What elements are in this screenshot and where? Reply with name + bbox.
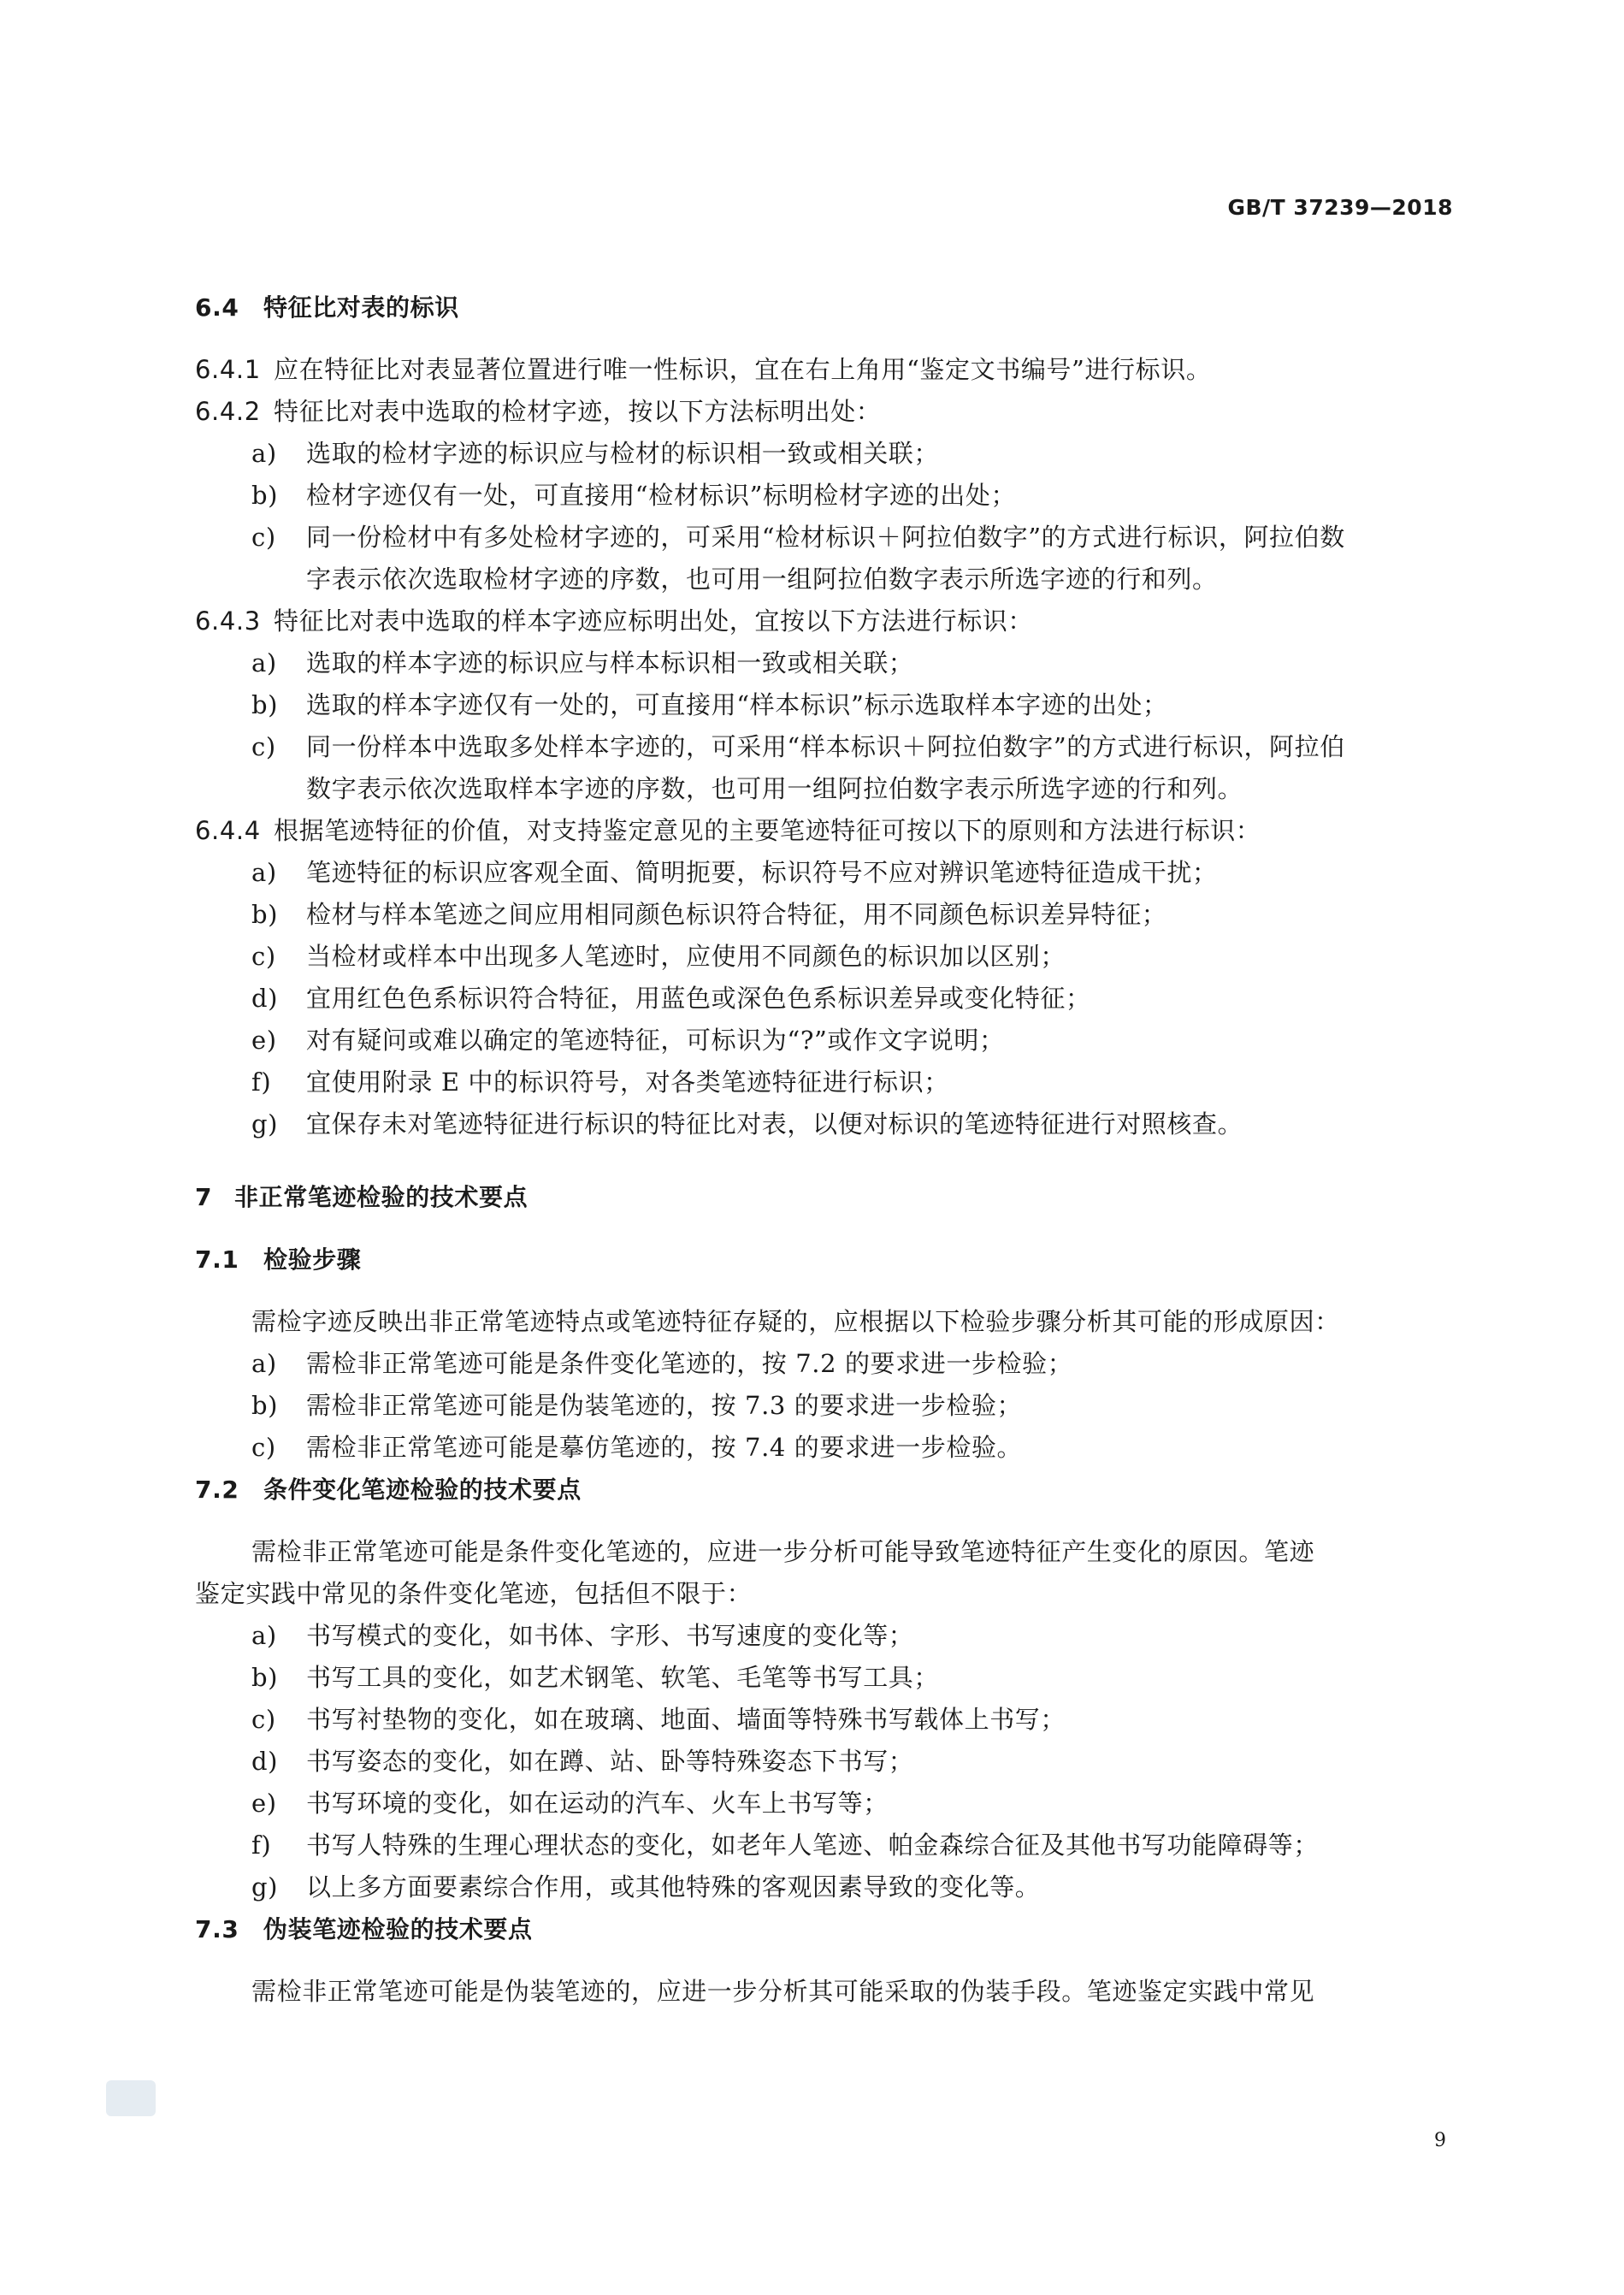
list-item — [195, 1657, 1452, 1699]
list-item — [195, 1062, 1452, 1103]
line-text: 对有疑问或难以确定的笔迹特征，可标识为“?”或作文字说明； — [306, 1026, 1005, 1055]
document-body — [195, 287, 1452, 2013]
item-label: a) — [251, 1349, 277, 1378]
item-label: b) — [251, 690, 279, 719]
line-text: 书写人特殊的生理心理状态的变化，如老年人笔迹、帕金森综合征及其他书写功能障碍等； — [306, 1831, 1320, 1860]
section-heading — [195, 1239, 1452, 1281]
list-item — [195, 726, 1452, 768]
list-item — [195, 433, 1452, 475]
spacer — [195, 1218, 1452, 1239]
list-item — [195, 1615, 1452, 1657]
list-item — [195, 517, 1452, 559]
list-item — [195, 642, 1452, 684]
list-item — [195, 1866, 1452, 1908]
line-text: 选取的检材字迹的标识应与检材的标识相一致或相关联； — [306, 439, 940, 468]
line-text: 书写姿态的变化，如在蹲、站、卧等特殊姿态下书写； — [306, 1747, 914, 1776]
list-item-continuation — [195, 559, 1452, 600]
item-label: c) — [251, 1433, 276, 1462]
list-item — [195, 1825, 1452, 1866]
list-item — [195, 684, 1452, 726]
item-label: b) — [251, 481, 279, 510]
line-text: 检材与样本笔迹之间应用相同颜色标识符合特征，用不同颜色标识差异特征； — [306, 900, 1167, 929]
spacer — [195, 328, 1452, 349]
paragraph — [195, 1301, 1452, 1343]
line-text: 字表示依次选取检材字迹的序数，也可用一组阿拉伯数字表示所选字迹的行和列。 — [306, 565, 1218, 594]
item-label: a) — [251, 439, 277, 468]
section-heading — [195, 287, 1452, 328]
clause — [195, 391, 1452, 433]
line-text: 需检字迹反映出非正常笔迹特点或笔迹特征存疑的，应根据以下检验步骤分析其可能的形成原因： — [251, 1307, 1340, 1336]
item-label: c) — [251, 942, 276, 971]
item-label: a) — [251, 648, 277, 677]
clause-number: 6.4.3 — [195, 606, 261, 636]
line-text: 检验步骤 — [263, 1245, 362, 1274]
line-text: 非正常笔迹检验的技术要点 — [234, 1183, 529, 1211]
chapter-heading — [195, 1176, 1452, 1218]
list-item — [195, 1699, 1452, 1741]
list-item-continuation — [195, 768, 1452, 810]
line-text: 需检非正常笔迹可能是条件变化笔迹的，应进一步分析可能导致笔迹特征产生变化的原因。笔迹 — [251, 1537, 1315, 1566]
list-item — [195, 894, 1452, 936]
item-label: c) — [251, 732, 276, 761]
line-text: 数字表示依次选取样本字迹的序数，也可用一组阿拉伯数字表示所选字迹的行和列。 — [306, 774, 1243, 803]
list-item — [195, 978, 1452, 1020]
line-text: 检材字迹仅有一处，可直接用“检材标识”标明检材字迹的出处； — [306, 481, 1017, 510]
line-text: 书写模式的变化，如书体、字形、书写速度的变化等； — [306, 1621, 914, 1650]
spacer — [195, 1281, 1452, 1301]
spacer — [195, 1950, 1452, 1971]
item-label: a) — [251, 858, 277, 887]
clause-number: 7.1 — [195, 1245, 239, 1274]
line-text: 笔迹特征的标识应客观全面、简明扼要，标识符号不应对辨识笔迹特征造成干扰； — [306, 858, 1218, 887]
line-text: 特征比对表中选取的样本字迹应标明出处，宜按以下方法进行标识： — [274, 606, 1034, 636]
line-text: 条件变化笔迹检验的技术要点 — [263, 1476, 582, 1504]
item-label: a) — [251, 1621, 277, 1650]
line-text: 宜用红色色系标识符合特征，用蓝色或深色色系标识差异或变化特征； — [306, 984, 1091, 1013]
item-label: d) — [251, 1747, 279, 1776]
page-number: 9 — [1434, 2130, 1446, 2151]
line-text: 选取的样本字迹的标识应与样本标识相一致或相关联； — [306, 648, 914, 677]
item-label: e) — [251, 1789, 277, 1818]
spacer — [195, 1145, 1452, 1176]
list-item — [195, 852, 1452, 894]
item-label: b) — [251, 1663, 279, 1692]
list-item — [195, 1103, 1452, 1145]
list-item — [195, 1741, 1452, 1783]
list-item — [195, 936, 1452, 978]
clause — [195, 810, 1452, 852]
line-text: 同一份检材中有多处检材字迹的，可采用“检材标识＋阿拉伯数字”的方式进行标识，阿拉伯数 — [306, 523, 1345, 552]
item-label: g) — [251, 1872, 279, 1902]
paragraph — [195, 1971, 1452, 2013]
list-item — [195, 1385, 1452, 1427]
line-text: 需检非正常笔迹可能是摹仿笔迹的，按 7.4 的要求进一步检验。 — [306, 1433, 1023, 1462]
clause-number: 7 — [195, 1183, 213, 1211]
line-text: 以上多方面要素综合作用，或其他特殊的客观因素导致的变化等。 — [306, 1872, 1041, 1902]
watermark-stamp — [106, 2080, 156, 2116]
clause-number: 6.4.2 — [195, 397, 261, 426]
line-text: 特征比对表中选取的检材字迹，按以下方法标明出处： — [274, 397, 882, 426]
clause-number: 6.4.4 — [195, 816, 261, 845]
line-text: 当检材或样本中出现多人笔迹时，应使用不同颜色的标识加以区别； — [306, 942, 1066, 971]
list-item — [195, 1343, 1452, 1385]
item-label: f) — [251, 1831, 272, 1860]
item-label: c) — [251, 1705, 276, 1734]
line-text: 伪装笔迹检验的技术要点 — [263, 1915, 533, 1943]
line-text: 同一份样本中选取多处样本字迹的，可采用“样本标识＋阿拉伯数字”的方式进行标识，阿拉伯 — [306, 732, 1345, 761]
line-text: 特征比对表的标识 — [263, 293, 459, 322]
line-text: 鉴定实践中常见的条件变化笔迹，包括但不限于： — [195, 1579, 753, 1608]
clause-number: 6.4 — [195, 293, 239, 322]
clause-number: 6.4.1 — [195, 355, 261, 384]
line-text: 宜保存未对笔迹特征进行标识的特征比对表，以便对标识的笔迹特征进行对照核查。 — [306, 1109, 1243, 1139]
item-label: g) — [251, 1109, 279, 1139]
clause — [195, 349, 1452, 391]
item-label: d) — [251, 984, 279, 1013]
item-label: f) — [251, 1068, 272, 1097]
line-text: 需检非正常笔迹可能是伪装笔迹的，应进一步分析其可能采取的伪装手段。笔迹鉴定实践中常见 — [251, 1977, 1315, 2006]
spacer — [195, 1511, 1452, 1531]
line-text: 应在特征比对表显著位置进行唯一性标识，宜在右上角用“鉴定文书编号”进行标识。 — [274, 355, 1212, 384]
line-text: 需检非正常笔迹可能是条件变化笔迹的，按 7.2 的要求进一步检验； — [306, 1349, 1073, 1378]
item-label: b) — [251, 1391, 279, 1420]
item-label: c) — [251, 523, 276, 552]
line-text: 书写衬垫物的变化，如在玻璃、地面、墙面等特殊书写载体上书写； — [306, 1705, 1066, 1734]
clause-number: 7.3 — [195, 1915, 239, 1943]
list-item — [195, 1783, 1452, 1825]
paragraph — [195, 1531, 1452, 1573]
section-heading — [195, 1469, 1452, 1511]
list-item — [195, 1020, 1452, 1062]
item-label: b) — [251, 900, 279, 929]
line-text: 根据笔迹特征的价值，对支持鉴定意见的主要笔迹特征可按以下的原则和方法进行标识： — [274, 816, 1261, 845]
list-item — [195, 475, 1452, 517]
standard-code: GB/T 37239—2018 — [1227, 195, 1453, 220]
line-text: 需检非正常笔迹可能是伪装笔迹的，按 7.3 的要求进一步检验； — [306, 1391, 1023, 1420]
section-heading — [195, 1908, 1452, 1950]
paragraph-continuation — [195, 1573, 1452, 1615]
line-text: 选取的样本字迹仅有一处的，可直接用“样本标识”标示选取样本字迹的出处； — [306, 690, 1168, 719]
line-text: 书写工具的变化，如艺术钢笔、软笔、毛笔等书写工具； — [306, 1663, 940, 1692]
item-label: e) — [251, 1026, 277, 1055]
line-text: 宜使用附录 E 中的标识符号，对各类笔迹特征进行标识； — [306, 1068, 949, 1097]
clause — [195, 600, 1452, 642]
line-text: 书写环境的变化，如在运动的汽车、火车上书写等； — [306, 1789, 889, 1818]
clause-number: 7.2 — [195, 1476, 239, 1504]
list-item — [195, 1427, 1452, 1469]
